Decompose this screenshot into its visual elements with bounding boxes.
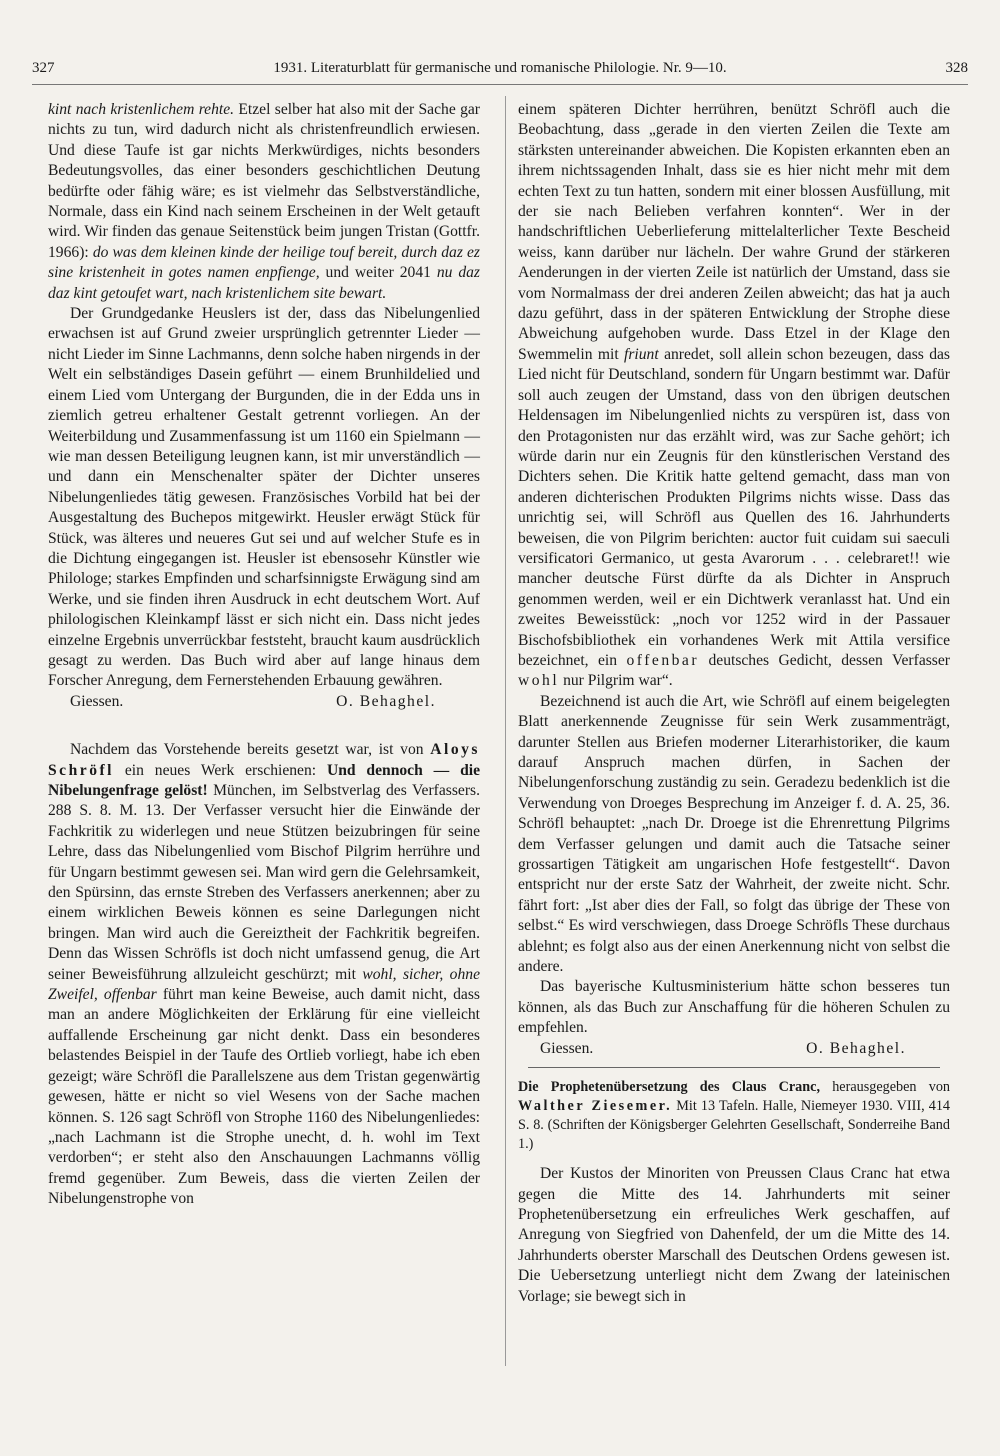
author-name: Aloys Schröfl — [48, 741, 480, 779]
paragraph: Der Grundgedanke Heuslers ist der, dass das Nibelungenlied erwachsen ist auf Grund zweier ursprünglich getrennter Lieder — nicht Lieder im Sinne Lachmanns, denn solche haben nirgends in der Welt ein selbständiges Dasein geführt — einem Brunhildelied und einem Lied vom Untergang der Burgunden, die in der Edda uns in ziemlich getreu erhaltener Gestalt getrennt vorliegen. An der Weiterbildung und Zusammenfassung ist um 1160 ein Spielmann — wie man dessen Beteiligung leugnen kann, ist mir unverständlich — und dann ein Menschenalter später der Dichter unseres Nibelungenliedes tätig gewesen. Französisches Vorbild hat bei der Ausgestaltung des Buchepos mitgewirkt. Heusler erwägt Stück für Stück, was älteres und neueres Gut sei und auf welcher Stufe es in die Dichtung eingegangen ist. Heusler ist ebensosehr Künstler wie Philologe; starkes Empfinden und scharfsinnigste Erwägung sind am Werke, und sie finden ihren Ausdruck in echt deutschem Wort. Auf philologischen Kleinkampf lässt er sich nicht ein. Dass nicht jedes einzelne Ergebnis unverrückbar feststeht, braucht kaum ausdrücklich gesagt zu werden. Das Buch wird aber auf lange hinaus dem Forscher Anregung, dem Fernerstehenden Erbauung gewähren. — [48, 305, 480, 690]
quote-italic: friunt — [624, 345, 659, 363]
book-title: Und dennoch — die Nibelungenfrage gelöst! — [48, 761, 480, 799]
text: anredet, soll allein schon bezeugen, dass das Lied nicht für Deutschland, sondern für Ungarn bestimmt war. Dafür soll auch zeugen der Umstand, dass von den übrigen deutschen Heldensagen im Nibelungenlied nichts zu verspüren ist, dass von den Protagonisten nur das erzählt wird, was zur Sache gehört; ich würde darin nur ein Zeugnis für den künstlerischen Verstand des Dichters sehen. Die Kritik hatte geltend gemacht, dass man von anderen dichterischen Produkten Pilgrims nichts wisse. Dass das unrichtig sei, will Schröfl aus Quellen des 16. Jahrhunderts beweisen, die von Pilgrim berichten: auctor fuit cuidam sui saeculi versificatori Germanico, ut gesta Avarorum . . . celebraret!! wie mancher deutsche Fürst dürfte da als Dichter in Anspruch genommen werden, weil er ein Dichtwerk veranlasst hat. Und ein zweites Beweisstück: „noch vor 1252 wird in der Passauer Bischofsbibliothek ein vorhandenes Werk mit Attila versifice bezeichnet, ein — [518, 345, 951, 669]
signature-name: O. Behaghel. — [806, 1039, 906, 1057]
text: nur Pilgrim war“. — [559, 672, 673, 690]
paragraph: Bezeichnend ist auch die Art, wie Schröfl auf einem beigelegten Blatt anerkennende Zeugnisse für sein Werk zusammenträgt, darunter Stellen aus Briefen moderner Literarhistoriker, die kaum darauf Anspruch machen dürfen, in Sachen der Nibelungenforschung zuständig zu sein. Geradezu bedenklich ist die Verwendung von Droeges Besprechung im Anzeiger f. d. A. 25, 36. Schröfl behauptet: „nach Dr. Droege ist die Ehrenrettung Pilgrims dem Verfasser gelungen und damit auch die Tatsache seiner grossartigen Tätigkeit am ungarischen Hofe festgestellt“. Davon entspricht nur der erste Satz der Wahrheit, der zweite nicht. Schr. fährt fort: „Ist aber dies der Fall, so folgt das übrige der These von selbst.“ Es wird verschwiegen, dass Droege Schröfls These durchaus ablehnt; es folgt also aus der einen Anerkennung nicht von selbst die andere. — [518, 692, 950, 976]
section-rule — [528, 1067, 940, 1068]
paragraph — [48, 100, 480, 304]
signature-place: Giessen. — [70, 692, 124, 710]
emphasis: wohl — [518, 672, 560, 690]
right-column — [518, 100, 950, 1307]
editor-name: Walther Ziesemer. — [518, 1098, 673, 1115]
paragraph — [518, 100, 950, 692]
text: Etzel selber hat also mit der Sache gar nichts zu tun, wird dadurch nicht als christenfreundlich erwiesen. Und diese Taufe ist gar nichts Merkwürdiges, nichts besonders Bedeutungsvolles, das einer besonders geschichtlichen Deutung bedürfte oder fähig wäre; es ist vielmehr das Selbstverständliche, Normale, dass ein Kind nach seinem Erscheinen in der Welt getauft wird. Wir finden das genaue Seitenstück beim jungen Tristan (Gottfr. 1966): — [48, 101, 480, 261]
paragraph: Der Kustos der Minoriten von Preussen Claus Cranc hat etwa gegen die Mitte des 14. Jahrhunderts mit seiner Prophetenübersetzung ein erfreuliches Werk geschaffen, auf Anregung von Siegfried von Dahenfeld, der um die Mitte des 14. Jahrhunderts oberster Marschall des Deutschen Ordens gewesen ist. Die Uebersetzung unterliegt nicht dem Zwang der lateinischen Vorlage; sie bewegt sich in — [518, 1165, 950, 1305]
signature-name: O. Behaghel. — [336, 692, 436, 710]
text: und weiter 2041 — [319, 264, 437, 282]
text: München, im Selbstverlag des Verfassers. 288 S. 8. M. 13. Der Verfasser versucht hier die Einwände der Fachkritik zu widerlegen und neue Stützen beizubringen für seine Lehre, dass das Nibelungenlied vom Bischof Pilgrim herrühre und für Ungarn bestimmt gewesen sei. Man wird gern die Gelehrsamkeit, den Spürsinn, das ernste Streben des Verfassers anerkennen; aber zu einem wirklichen Beweis können es seine Darlegungen nicht bringen. Man wird auch die Gereiztheit der Fachkritik begreifen. Denn das Wissen Schröfls ist doch nicht umfassend genug, die Art seiner Beweisführung allzuleicht geschürzt; mit — [48, 782, 480, 983]
signature-line — [48, 692, 480, 712]
emphasis: offenbar — [626, 651, 700, 669]
quote-italic: nu daz daz kint getoufet wart, nach kristenlichem site bewart. — [48, 264, 480, 302]
text: führt man keine Beweise, auch damit nicht, dass man an andere Möglichkeiten der Erklärung für eine vielleicht auffallende Erscheinung gar nicht denkt. Dass ein besonderes belastendes Beispiel in der Taufe des Ortlieb vorliegt, habe ich eben gezeigt; wäre Schröfl die Parallelszene aus dem Tristan gegenwärtig gewesen, hätte er nicht so viel Wesens von der Sache machen können. S. 126 sagt Schröfl von Strophe 1160 des Nibelungenliedes: „nach Lachmann ist die Strophe unecht, d. h. wohl im Text verdorben“; er steht also den Anschauungen Lachmanns völlig fremd gegenüber. Zum Beweis, dass die vierten Zeilen der Nibelungenstrophe von — [48, 986, 480, 1208]
paragraph — [48, 740, 480, 1209]
column-divider — [505, 96, 506, 1366]
text: Nachdem das Vorstehende bereits gesetzt war, ist von — [70, 741, 431, 759]
page-number-left: 327 — [32, 60, 55, 76]
signature-place: Giessen. — [540, 1039, 594, 1057]
book-title: Die Prophetenübersetzung des Claus Cranc, — [518, 1079, 820, 1096]
text: herausgegeben von — [820, 1079, 951, 1096]
review-heading — [518, 1078, 950, 1154]
quote-italic: kint nach kristenlichem rehte. — [48, 101, 235, 118]
text: Mit 13 Tafeln. Halle, Niemeyer 1930. VIII, 414 S. 8. (Schriften der Königsberger Gelehrten Gesellschaft, Sonderreihe Band 1.) — [518, 1098, 951, 1153]
text: einem späteren Dichter herrühren, benützt Schröfl auch die Beobachtung, dass „gerade in den vierten Zeilen die Texte am stärksten untereinander abweichen. Die Kopisten erkannten eben an ihrem nichtssagenden Inhalt, dass sie es hier nicht mehr mit dem echten Text zu tun hatten, sondern mit einer blossen Ausfüllung, mit der sie nach Belieben verfahren konnten“. Wer in der handschriftlichen Ueberlieferung mittelalterlicher Texte Bescheid weiss, kann darüber nur lächeln. Der wahre Grund der stärkeren Aenderungen in der vierten Zeile ist natürlich der Umstand, dass sie vom Normalmass der drei anderen Zeilen abweicht; das hat ja auch dazu geführt, dass in der späteren Entwicklung der Strophe diese Abweichung aufgehoben wurde. Dass Etzel in der Klage den Swemmelin mit — [518, 101, 950, 363]
text: deutsches Gedicht, dessen Verfasser — [699, 651, 950, 669]
signature-line — [518, 1039, 950, 1059]
journal-title: 1931. Literaturblatt für germanische und romanische Philologie. Nr. 9—10. — [273, 60, 727, 76]
quote-italic: wohl, sicher, ohne Zweifel, offenbar — [48, 965, 480, 1004]
page-number-right: 328 — [945, 60, 968, 76]
text: ein neues Werk erschienen: — [114, 761, 327, 779]
running-header — [32, 54, 968, 85]
paragraph: Das bayerische Kultusministerium hätte schon besseres tun können, als das Buch zur Anschaffung für die höheren Schulen zu empfehlen. — [518, 978, 950, 1037]
quote-italic: do was dem kleinen kinde der heilige touf bereit, durch daz ez sine kristenheit in gotes namen enpfienge, — [48, 243, 480, 282]
left-column — [48, 100, 480, 1210]
